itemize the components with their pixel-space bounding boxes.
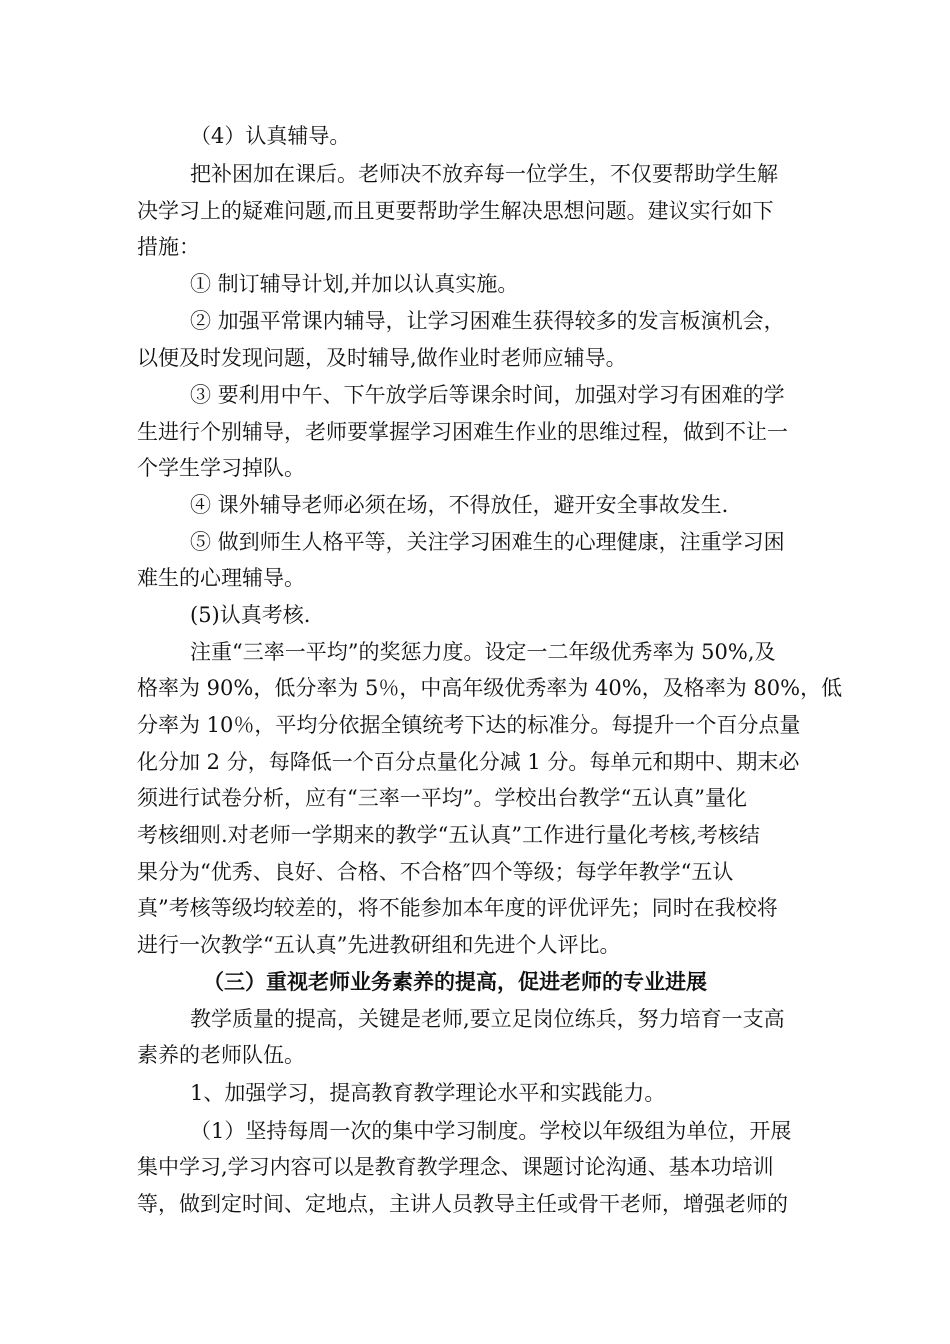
text-line: ③ 要利用中午、下午放学后等课余时间，加强对学习有困难的学: [190, 383, 785, 407]
text-line: 真”考核等级均较差的，将不能参加本年度的评优评先；同时在我校将: [137, 896, 778, 920]
text-line: 把补困加在课后。老师决不放弃每一位学生，不仅要帮助学生解: [190, 162, 778, 186]
text-line: 难生的心理辅导。: [137, 566, 305, 590]
text-line: 1、加强学习，提高教育教学理论水平和实践能力。: [190, 1081, 666, 1105]
text-line: 格率为 90%，低分率为 5％，中高年级优秀率为 40%，及格率为 80%，低: [137, 676, 843, 700]
text-line: ⑤ 做到师生人格平等，关注学习困难生的心理健康，注重学习困: [190, 530, 785, 554]
text-line: 集中学习,学习内容可以是教育教学理念、课题讨论沟通、基本功培训: [137, 1155, 774, 1179]
text-line: 注重“三率一平均”的奖惩力度。设定一二年级优秀率为 50%,及: [190, 640, 776, 664]
text-line: 教学质量的提高，关键是老师,要立足岗位练兵，努力培育一支高: [190, 1007, 785, 1031]
text-line: 措施：: [137, 235, 200, 259]
text-line: （4）认真辅导。: [190, 124, 351, 148]
text-line: 等，做到定时间、定地点，主讲人员教导主任或骨干老师，增强老师的: [137, 1192, 788, 1216]
text-line: 决学习上的疑难问题,而且更要帮助学生解决思想问题。建议实行如下: [137, 199, 774, 223]
text-line: 以便及时发现问题，及时辅导,做作业时老师应辅导。: [137, 346, 627, 370]
text-line: ④ 课外辅导老师必须在场，不得放任，避开安全事故发生.: [190, 493, 729, 517]
text-line: 考核细则.对老师一学期来的教学“五认真”工作进行量化考核,考核结: [137, 823, 760, 847]
section-heading: （三）重视老师业务素养的提高，促进老师的专业进展: [203, 969, 707, 994]
text-line: 化分加 2 分，每降低一个百分点量化分减 1 分。每单元和期中、期末必: [137, 750, 800, 774]
text-line: （1）坚持每周一次的集中学习制度。学校以年级组为单位，开展: [190, 1119, 792, 1143]
text-line: ① 制订辅导计划,并加以认真实施。: [190, 272, 519, 296]
text-line: 果分为“优秀、良好、合格、不合格″四个等级；每学年教学“五认: [137, 860, 734, 884]
text-line: 素养的老师队伍。: [137, 1043, 305, 1067]
text-line: ② 加强平常课内辅导，让学习困难生获得较多的发言板演机会，: [190, 309, 785, 333]
text-line: 生进行个别辅导，老师要掌握学习困难生作业的思维过程，做到不让一: [137, 420, 788, 444]
text-line: 个学生学习掉队。: [137, 456, 305, 480]
text-line: (5)认真考核.: [190, 603, 311, 627]
text-line: 分率为 10％，平均分依据全镇统考下达的标准分。每提升一个百分点量: [137, 713, 801, 737]
text-line: 进行一次教学“五认真”先进教研组和先进个人评比。: [137, 933, 621, 957]
text-line: 须进行试卷分析，应有“三率一平均”。学校出台教学“五认真”量化: [137, 786, 747, 810]
